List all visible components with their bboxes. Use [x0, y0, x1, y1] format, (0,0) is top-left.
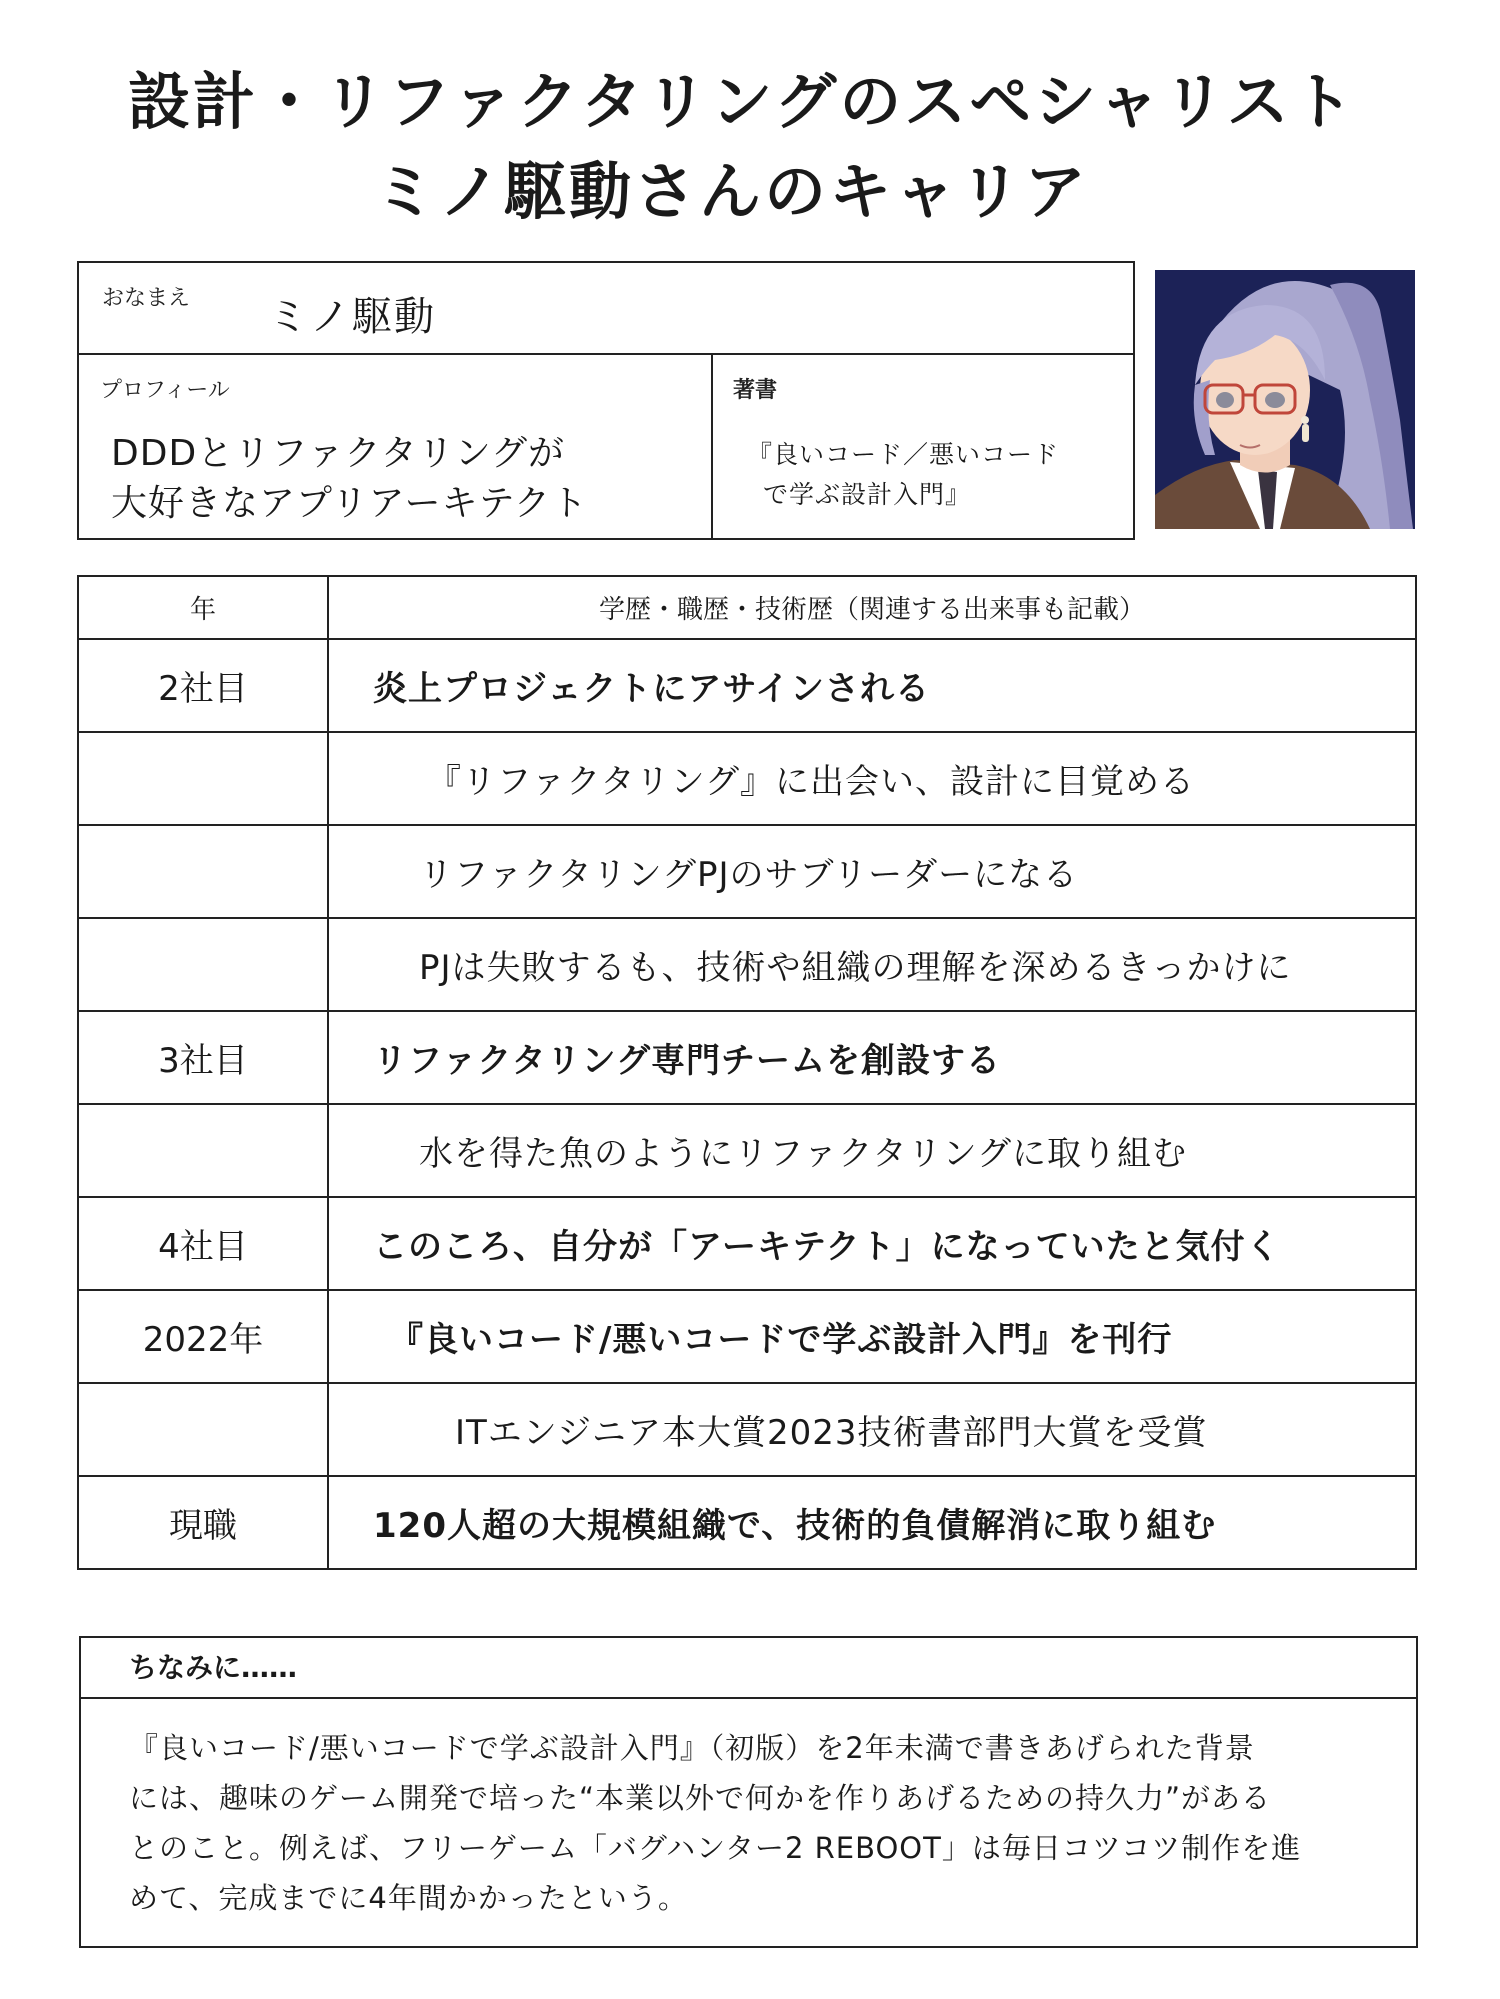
row-year — [78, 825, 328, 918]
header-history: 学歴・職歴・技術歴（関連する出来事も記載） — [328, 576, 1416, 639]
row-event: 『リファクタリング』に出会い、設計に目覚める — [328, 732, 1416, 825]
row-event: 120人超の大規模組織で、技術的負債解消に取り組む — [328, 1476, 1416, 1569]
avatar — [1155, 270, 1415, 529]
row-event: 『良いコード/悪いコードで学ぶ設計入門』を刊行 — [328, 1290, 1416, 1383]
profile-line-2: 大好きなアプリアーキテクト — [111, 483, 589, 524]
table-row — [78, 1476, 1416, 1569]
row-event: 水を得た魚のようにリファクタリングに取り組む — [328, 1104, 1416, 1197]
page-title-line-1: 設計・リファクタリングのスペシャリスト — [128, 65, 1357, 138]
table-row — [78, 1197, 1416, 1290]
book-label: 著書 — [733, 378, 778, 403]
row-event: ITエンジニア本大賞2023技術書部門大賞を受賞 — [328, 1383, 1416, 1476]
table-row — [78, 1011, 1416, 1104]
page-title-line-2: ミノ駆動さんのキャリア — [374, 155, 1090, 228]
table-row — [78, 918, 1416, 1011]
row-event: 炎上プロジェクトにアサインされる — [328, 639, 1416, 732]
book-line-1: 『良いコード／悪いコード — [747, 440, 1060, 469]
trivia-line-2: には、趣味のゲーム開発で培った“本業以外で何かを作りあげるための持久力”がある — [129, 1781, 1272, 1815]
row-event: PJは失敗するも、技術や組織の理解を深めるきっかけに — [328, 918, 1416, 1011]
table-row — [78, 1290, 1416, 1383]
name-value: ミノ駆動 — [268, 294, 436, 340]
career-table — [77, 575, 1417, 1570]
table-row — [78, 825, 1416, 918]
table-row — [78, 1383, 1416, 1476]
table-row — [78, 1104, 1416, 1197]
row-year: 3社目 — [78, 1011, 328, 1104]
name-label: おなまえ — [102, 286, 191, 311]
trivia-line-3: とのこと。例えば、フリーゲーム「バグハンター2 REBOOT」は毎日コツコツ制作を進 — [129, 1831, 1302, 1865]
row-year — [78, 732, 328, 825]
row-year: 4社目 — [78, 1197, 328, 1290]
profile-line-1: DDDとリファクタリングが — [111, 433, 566, 474]
row-event: リファクタリング専門チームを創設する — [328, 1011, 1416, 1104]
trivia-box — [79, 1636, 1418, 1948]
row-year — [78, 1383, 328, 1476]
row-year — [78, 1104, 328, 1197]
avatar-illustration — [1155, 270, 1415, 529]
row-year — [78, 918, 328, 1011]
name-row — [79, 263, 1133, 355]
table-row — [78, 732, 1416, 825]
row-event: リファクタリングPJのサブリーダーになる — [328, 825, 1416, 918]
table-row — [78, 639, 1416, 732]
trivia-line-4: めて、完成までに4年間かかったという。 — [129, 1881, 688, 1915]
career-table-header — [78, 576, 1416, 639]
row-year: 2022年 — [78, 1290, 328, 1383]
book-cell — [713, 355, 1135, 540]
book-line-2: で学ぶ設計入門』 — [763, 480, 972, 509]
row-event: このころ、自分が「アーキテクト」になっていたと気付く — [328, 1197, 1416, 1290]
trivia-heading: ちなみに…… — [81, 1638, 1416, 1699]
row-year: 2社目 — [78, 639, 328, 732]
profile-card — [77, 261, 1135, 540]
row-year: 現職 — [78, 1476, 328, 1569]
header-year: 年 — [78, 576, 328, 639]
trivia-line-1: 『良いコード/悪いコードで学ぶ設計入門』（初版）を2年未満で書きあげられた背景 — [129, 1731, 1255, 1765]
profile-cell — [79, 355, 713, 540]
profile-label: プロフィール — [100, 378, 230, 403]
